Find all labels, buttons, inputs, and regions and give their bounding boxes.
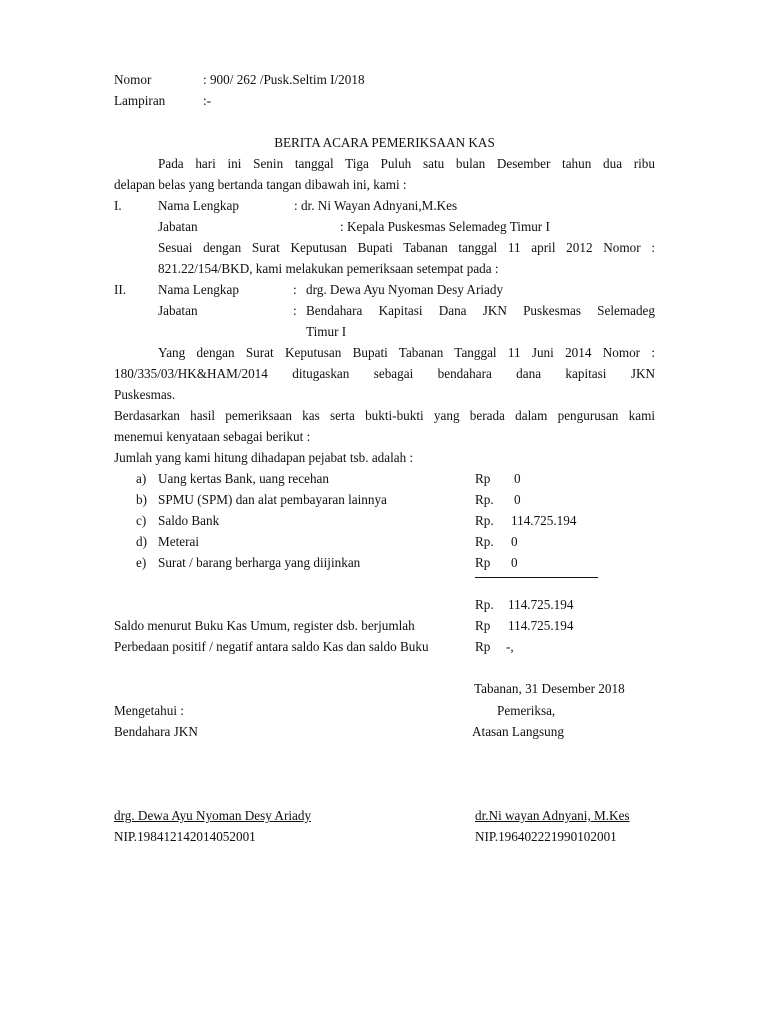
saldo-label: Saldo menurut Buku Kas Umum, register dsb. berjumlah — [114, 618, 415, 633]
list-item-label: Meterai — [158, 534, 200, 549]
person-1-job-value: : Kepala Puskesmas Selemadeg Timur I — [340, 219, 550, 234]
right-signatory-name: dr.Ni wayan Adnyani, M.Kes — [475, 808, 630, 823]
page-title: BERITA ACARA PEMERIKSAAN KAS — [274, 135, 495, 150]
person-2-name-label: Nama Lengkap — [158, 282, 239, 297]
person-2-job-value-line-1: Bendahara Kapitasi Dana JKN Puskesmas Selemadeg — [306, 303, 655, 318]
sum-divider — [475, 577, 598, 578]
person-2-job-value-line-2: Timur I — [306, 324, 347, 339]
nomor-label: Nomor — [114, 72, 152, 87]
person-1-decree-line-2: 821.22/154/BKD, kami melakukan pemeriksaan setempat pada : — [158, 261, 499, 276]
difference-currency: Rp — [475, 639, 491, 654]
person-2-decree-line-3: Puskesmas. — [114, 387, 176, 402]
intro-line-1: Pada hari ini Senin tanggal Tiga Puluh satu bulan Desember tahun dua ribu — [158, 156, 655, 171]
person-1-number: I. — [114, 198, 122, 213]
list-item-currency: Rp. — [475, 492, 494, 507]
lampiran-value: :- — [203, 93, 212, 108]
list-item-amount: 114.725.194 — [511, 513, 577, 528]
list-item-label: Uang kertas Bank, uang recehan — [158, 471, 329, 486]
list-item-label: SPMU (SPM) dan alat pembayaran lainnya — [158, 492, 387, 507]
person-1-name-value: : dr. Ni Wayan Adnyani,M.Kes — [294, 198, 458, 213]
list-item-letter: d) — [136, 534, 147, 549]
intro-line-2: delapan belas yang bertanda tangan dibawah ini, kami : — [114, 177, 407, 192]
lampiran-label: Lampiran — [114, 93, 166, 108]
list-item-letter: c) — [136, 513, 147, 528]
findings-line-2: menemui kenyataan sebagai berikut : — [114, 429, 311, 444]
person-1-decree-line-1: Sesuai dengan Surat Keputusan Bupati Tabanan tanggal 11 april 2012 Nomor : — [158, 240, 655, 255]
list-item-currency: Rp — [475, 471, 491, 486]
person-1-name-label: Nama Lengkap — [158, 198, 239, 213]
left-signature-role: Bendahara JKN — [114, 724, 198, 739]
list-item-label: Saldo Bank — [158, 513, 220, 528]
saldo-amount: 114.725.194 — [508, 618, 574, 633]
subtotal-amount: 114.725.194 — [508, 597, 574, 612]
list-item-amount: 0 — [514, 471, 521, 486]
count-intro: Jumlah yang kami hitung dihadapan pejabat tsb. adalah : — [114, 450, 414, 465]
left-signatory-name: drg. Dewa Ayu Nyoman Desy Ariady — [114, 808, 312, 823]
list-item-amount: 0 — [514, 492, 521, 507]
nomor-value: : 900/ 262 /Pusk.Seltim I/2018 — [203, 72, 365, 87]
list-item-currency: Rp. — [475, 534, 494, 549]
person-1-job-label: Jabatan — [158, 219, 198, 234]
right-signature-heading: Pemeriksa, — [497, 703, 556, 718]
list-item-amount: 0 — [511, 555, 518, 570]
difference-amount: -, — [506, 639, 514, 654]
list-item-letter: b) — [136, 492, 147, 507]
list-item-amount: 0 — [511, 534, 518, 549]
right-signatory-nip: NIP.196402221990102001 — [475, 829, 617, 844]
left-signature-heading: Mengetahui : — [114, 703, 184, 718]
difference-label: Perbedaan positif / negatif antara saldo Kas dan saldo Buku — [114, 639, 429, 654]
place-date: Tabanan, 31 Desember 2018 — [474, 681, 625, 696]
person-2-job-label: Jabatan — [158, 303, 198, 318]
findings-line-1: Berdasarkan hasil pemeriksaan kas serta bukti-bukti yang berada dalam pengurusan kami — [114, 408, 655, 423]
person-2-name-value: drg. Dewa Ayu Nyoman Desy Ariady — [306, 282, 504, 297]
list-item-letter: a) — [136, 471, 147, 486]
person-2-decree-line-1: Yang dengan Surat Keputusan Bupati Tabanan Tanggal 11 Juni 2014 Nomor : — [158, 345, 655, 360]
person-2-decree-line-2: 180/335/03/HK&HAM/2014 ditugaskan sebagai bendahara dana kapitasi JKN — [114, 366, 655, 381]
list-item-letter: e) — [136, 555, 147, 570]
subtotal-currency: Rp. — [475, 597, 494, 612]
right-signature-role: Atasan Langsung — [472, 724, 564, 739]
person-2-job-colon: : — [293, 303, 297, 318]
left-signatory-nip: NIP.198412142014052001 — [114, 829, 256, 844]
person-2-number: II. — [114, 282, 127, 297]
list-item-label: Surat / barang berharga yang diijinkan — [158, 555, 361, 570]
list-item-currency: Rp. — [475, 513, 494, 528]
list-item-currency: Rp — [475, 555, 491, 570]
saldo-currency: Rp — [475, 618, 491, 633]
person-2-name-colon: : — [293, 282, 297, 297]
